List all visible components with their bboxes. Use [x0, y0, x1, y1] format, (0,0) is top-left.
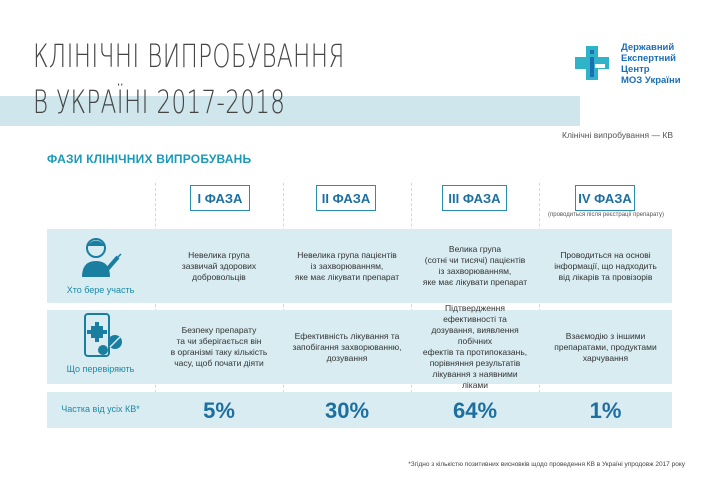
logo-line-2: Експертний: [621, 53, 677, 64]
logo-text: [621, 42, 681, 86]
page-title: [33, 33, 345, 125]
share-phase-2: [283, 392, 411, 428]
row-checks: [47, 303, 672, 390]
cell-checks-phase-2: Ефективність лікування та запобігання захворюванню, дозування: [292, 330, 402, 363]
logo-line-3: Центр: [621, 64, 650, 75]
share-unit: %: [477, 397, 498, 423]
logo-line-1: Державний: [621, 42, 675, 53]
share-value: 64: [452, 397, 478, 423]
share-phase-4: [539, 392, 672, 428]
phase-4-note: (проводиться після реєстрації препарату): [547, 212, 664, 218]
cell-participants-phase-4: Проводиться на основі інформації, що надходить від лікарів та провізорів: [554, 249, 657, 282]
share-unit: %: [349, 397, 370, 423]
share-value: 5: [203, 397, 216, 423]
share-phase-3: [411, 392, 539, 428]
page-title-line-2: В УКРАЇНІ 2017-2018: [33, 83, 286, 121]
logo: [573, 40, 683, 96]
share-unit: %: [601, 397, 622, 423]
subtitle: Клінічні випробування — КВ: [562, 130, 673, 140]
phase-header-4: IV ФАЗА: [575, 185, 635, 211]
phase-header-2: ІІ ФАЗА: [316, 185, 376, 211]
page-title-line-1: КЛІНІЧНІ ВИПРОБУВАННЯ: [33, 37, 345, 75]
footnote: *Згідно з кількістю позитивних висновків щодо проведення КВ в Україні упродовж 2017 року: [408, 461, 685, 468]
person-syringe-icon: [78, 233, 122, 279]
medical-cross-logo-icon: [573, 44, 611, 82]
phase-header-3: ІІІ ФАЗА: [442, 185, 507, 211]
logo-line-4: МОЗ України: [621, 75, 681, 86]
cell-checks-phase-1: Безпеку препарату та чи зберігається він в організмі таку кількість часу, щоб почати діяти: [170, 325, 268, 368]
share-value: 30: [324, 397, 350, 423]
cell-participants-phase-1: Невелика група зазвичай здорових добровольців: [181, 249, 257, 282]
share-unit: %: [215, 397, 235, 423]
cell-participants-phase-2: Невелика група пацієнтів із захворюванням, яке має лікувати препарат: [294, 249, 400, 282]
share-value: 1: [589, 397, 602, 423]
row-participants: [47, 229, 672, 303]
row-share: [47, 392, 672, 428]
section-title: ФАЗИ КЛІНІЧНИХ ВИПРОБУВАНЬ: [47, 152, 252, 166]
row-label-checks: Що перевіряють: [66, 364, 135, 374]
row-label-share: Частка від усіх КВ*: [61, 404, 140, 414]
phone-pills-icon: [81, 312, 125, 360]
cell-participants-phase-3: Велика група (сотні чи тисячі) пацієнтів із захворюванням, яке має лікувати препарат: [422, 244, 528, 287]
share-phase-1: [155, 392, 283, 428]
cell-checks-phase-3: Підтвердження ефективності та дозування, виявлення побічних ефектів та протипоказань, порівняння результатів лікування з наявними ліками: [422, 303, 528, 390]
row-label-participants: Хто бере участь: [66, 285, 135, 295]
phase-header-1: І ФАЗА: [190, 185, 250, 211]
cell-checks-phase-4: Взаємодію з іншими препаратами, продуктами харчування: [554, 330, 657, 363]
